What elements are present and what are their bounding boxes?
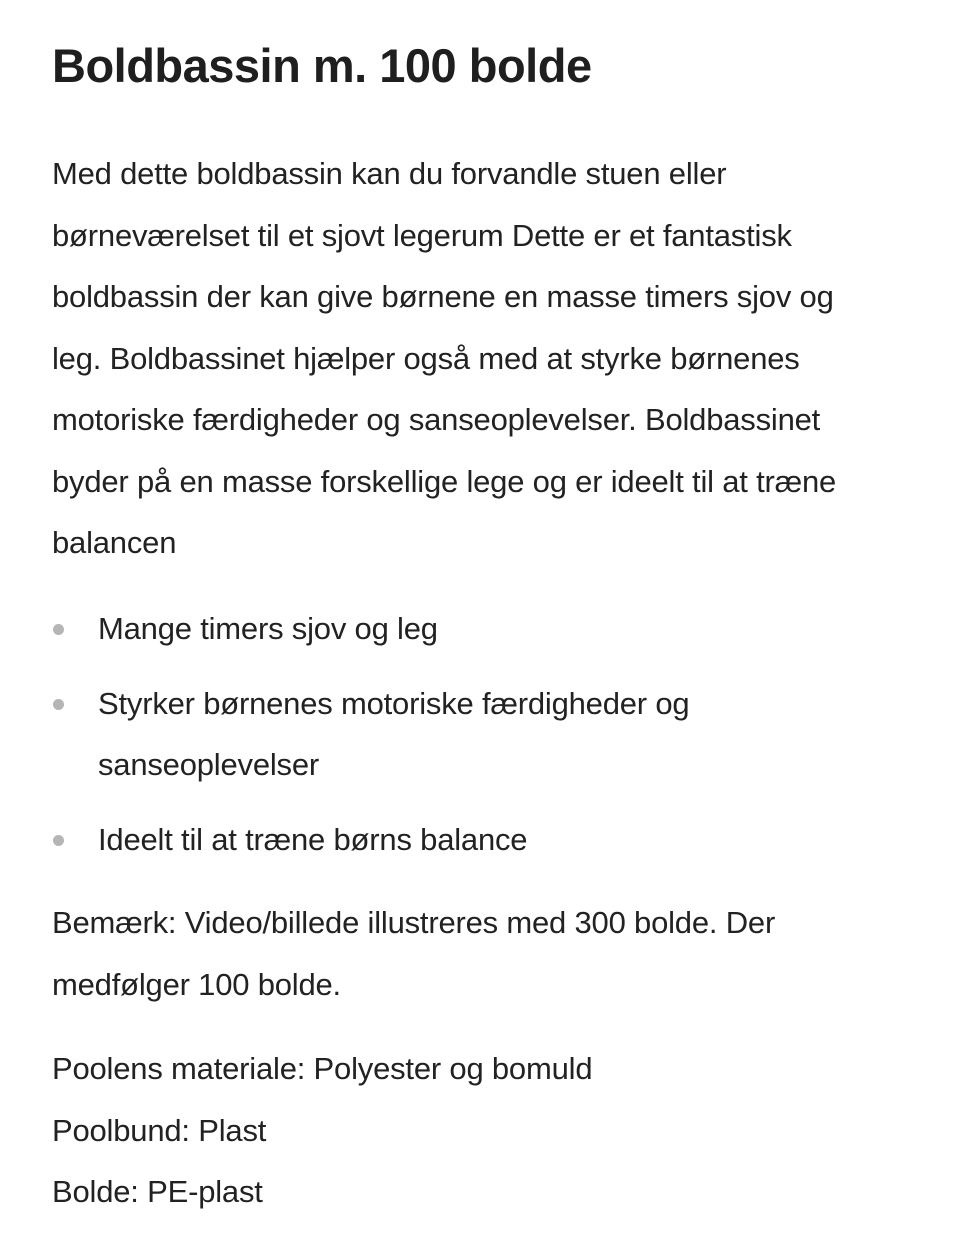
feature-text: Ideelt til at træne børns balance — [98, 821, 528, 857]
description-line: børneværelset til et sjovt legerum Dette er et fantastisk — [52, 217, 792, 253]
feature-text: Mange timers sjov og leg — [98, 611, 438, 646]
feature-item — [52, 598, 912, 660]
description-line: boldbassin der kan give børnene en masse timers sjov og — [52, 279, 834, 314]
feature-item — [52, 673, 912, 796]
bullet-dot-icon — [53, 624, 64, 635]
note-line: medfølger 100 bolde. — [52, 966, 341, 1002]
product-title: Boldbassin m. 100 bolde — [52, 39, 592, 92]
bullet-dot-icon — [53, 699, 64, 710]
feature-item — [52, 809, 912, 871]
description-line: byder på en masse forskellige lege og er ideelt til at træne — [52, 463, 837, 499]
note-line: Bemærk: Video/billede illustreres med 300 bolde. Der — [52, 905, 776, 940]
description-line: balancen — [52, 525, 177, 560]
feature-text: sanseoplevelser — [98, 747, 320, 782]
product-description — [52, 143, 912, 574]
description-line: motoriske færdigheder og sanseoplevelser. Boldbassinet — [52, 402, 821, 437]
description-line: Med dette boldbassin kan du forvandle stuen eller — [52, 156, 727, 191]
spec-material: Poolens materiale: Polyester og bomuld — [52, 1051, 593, 1086]
product-specs — [52, 1038, 912, 1223]
spec-pool-bottom: Poolbund: Plast — [52, 1112, 267, 1148]
spec-balls: Bolde: PE-plast — [52, 1174, 263, 1209]
bullet-dot-icon — [53, 835, 64, 846]
product-note — [52, 892, 912, 1015]
description-line: leg. Boldbassinet hjælper også med at styrke børnenes — [52, 340, 800, 376]
feature-text: Styrker børnenes motoriske færdigheder og — [98, 685, 690, 721]
feature-list — [52, 598, 912, 883]
